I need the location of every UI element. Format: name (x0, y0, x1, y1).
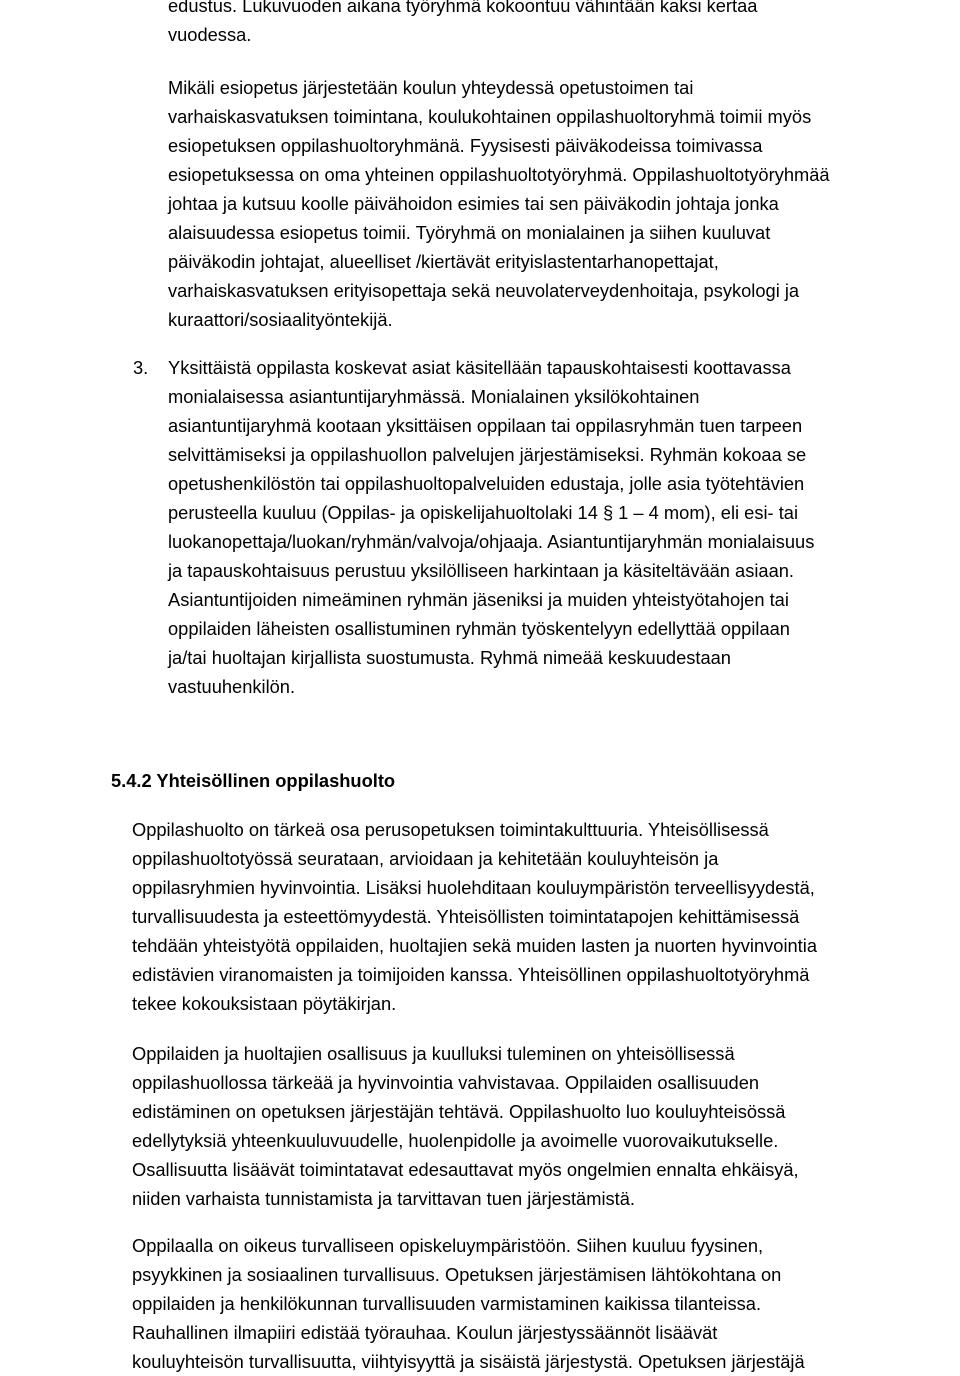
section-heading: 5.4.2 Yhteisöllinen oppilashuolto (111, 770, 396, 791)
paragraph-safety: Oppilaalla on oikeus turvalliseen opiskeluympäristöön. Siihen kuuluu fyysinen, psyykkinen ja sosiaalinen turvallisuus. Opetuksen järjestämisen lähtökohtana on oppilaiden ja henkilökunnan turvallisuuden varmistaminen kaikissa tilanteissa. Rauhallinen ilmapiiri edistää työrauhaa. Koulun järjestyssäännöt lisäävät kouluyhteisön turvallisuutta, viihtyisyyttä ja sisäistä järjestystä. Opetuksen järjestäjä (132, 1235, 805, 1372)
paragraph-participation: Oppilaiden ja huoltajien osallisuus ja kuulluksi tuleminen on yhteisöllisessä oppilashuollossa tärkeää ja hyvinvointia vahvistavaa. Oppilaiden osallisuuden edistäminen on opetuksen järjestäjän tehtävä. Oppilashuolto luo kouluyhteisössä edellytyksiä yhteenkuuluvuudelle, huolenpidolle ja avoimelle vuorovaikutukselle. Osallisuutta lisäävät toimintatavat edesauttavat myös ongelmien ennalta ehkäisyä, niiden varhaista tunnistamista ja tarvittavan tuen järjestämistä. (132, 1043, 799, 1209)
list-item-number: 3. (133, 357, 149, 378)
paragraph-preschool-team: Mikäli esiopetus järjestetään koulun yhteydessä opetustoimen tai varhaiskasvatuksen toimintana, koulukohtainen oppilashuoltoryhmä toimii myös esiopetuksen oppilashuoltoryhmänä. Fyysisesti päiväkodeissa toimivassa esiopetuksessa on oma yhteinen oppilashuoltotyöryhmä. Oppilashuoltotyöryhmää johtaa ja kutsuu koolle päivähoidon esimies tai sen päiväkodin johtaja jonka alaisuudessa esiopetus toimii. Työryhmä on monialainen ja siihen kuuluvat päiväkodin johtajat, alueelliset /kiertävät erityislastentarhanopettajat, varhaiskasvatuksen erityisopettaja sekä neuvolaterveydenhoitaja, psykologi ja kuraattori/sosiaalityöntekijä. (168, 77, 830, 330)
paragraph-meeting-frequency: edustus. Lukuvuoden aikana työryhmä kokoontuu vähintään kaksi kertaa vuodessa. (168, 0, 758, 45)
list-item-expert-group: Yksittäistä oppilasta koskevat asiat käsitellään tapauskohtaisesti koottavassa monialaisessa asiantuntijaryhmässä. Monialainen yksilökohtainen asiantuntijaryhmä kootaan yksittäisen oppilaan tai oppilasryhmän tuen tarpeen selvittämiseksi ja oppilashuollon palvelujen järjestämiseksi. Ryhmän kokoaa se opetushenkilöstön tai oppilashuoltopalveluiden edustaja, jolle asia työtehtävien perusteella kuuluu (Oppilas- ja opiskelijahuoltolaki 14 § 1 – 4 mom), eli esi- tai luokanopettaja/luokan/ryhmän/valvoja/ohjaaja. Asiantuntijaryhmän monialaisuus ja tapauskohtaisuus perustuu yksilölliseen harkintaan ja käsiteltävään asiaan. Asiantuntijoiden nimeäminen ryhmän jäseniksi ja muiden yhteistyötahojen tai oppilaiden läheisten osallistuminen ryhmän työskentelyyn edellyttää oppilaan ja/tai huoltajan kirjallista suostumusta. Ryhmä nimeää keskuudestaan vastuuhenkilön. (168, 357, 815, 697)
paragraph-communal-care: Oppilashuolto on tärkeä osa perusopetuksen toimintakulttuuria. Yhteisöllisessä oppilashuoltotyössä seurataan, arvioidaan ja kehitetään kouluyhteisön ja oppilasryhmien hyvinvointia. Lisäksi huolehditaan kouluympäristön terveellisyydestä, turvallisuudesta ja esteettömyydestä. Yhteisöllisten toimintatapojen kehittämisessä tehdään yhteistyötä oppilaiden, huoltajien sekä muiden lasten ja nuorten hyvinvointia edistävien viranomaisten ja toimijoiden kanssa. Yhteisöllinen oppilashuoltotyöryhmä tekee kokouksistaan pöytäkirjan. (132, 819, 817, 1014)
